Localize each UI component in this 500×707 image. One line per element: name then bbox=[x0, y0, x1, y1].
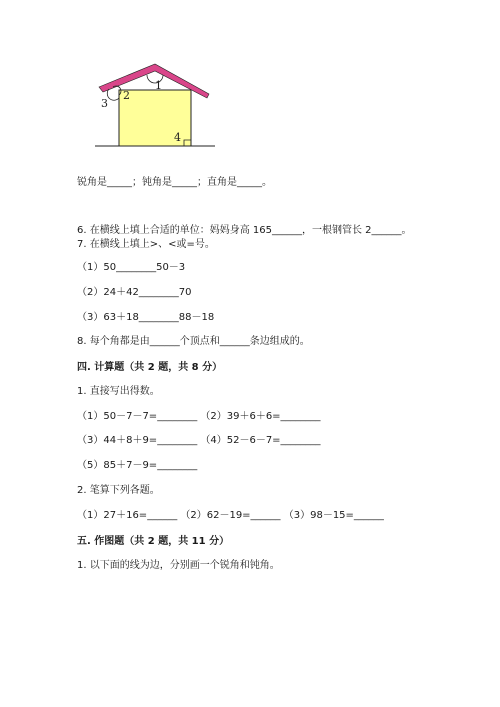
angle4-label: 4 bbox=[174, 131, 181, 144]
question-6: 6. 在横线上填上合适的单位：妈妈身高 165______，一根钢管长 2______。 bbox=[77, 225, 412, 236]
section-4-question-1: 1. 直接写出得数。 bbox=[77, 386, 160, 397]
section-5-title: 五. 作图题（共 2 题，共 11 分） bbox=[77, 536, 230, 547]
section-4-q1-row-2: （3）44＋8＋9=________ （4）52－6－7=________ bbox=[77, 435, 321, 446]
section-4-q2-row-1: （1）27＋16=______ （2）62－19=______ （3）98－15=______ bbox=[77, 510, 384, 521]
question-7-item-3: （3）63＋18________88－18 bbox=[77, 312, 215, 323]
angle3-label: 3 bbox=[101, 97, 108, 110]
angle-types-line: 锐角是_____；钝角是_____；直角是_____。 bbox=[77, 177, 272, 188]
question-7-item-1: （1）50________50－3 bbox=[77, 262, 186, 273]
angle1-label: 1 bbox=[155, 79, 162, 92]
section-5-question-1: 1. 以下面的线为边，分别画一个锐角和钝角。 bbox=[77, 560, 280, 571]
section-4-question-2: 2. 笔算下列各题。 bbox=[77, 485, 160, 496]
question-8: 8. 每个角都是由______个顶点和______条边组成的。 bbox=[77, 336, 310, 347]
angle2-label: 2 bbox=[123, 89, 130, 102]
question-7: 7. 在横线上填上>、<或=号。 bbox=[77, 239, 215, 250]
section-4-q1-row-1: （1）50－7－7=________ （2）39＋6＋6=________ bbox=[77, 411, 321, 422]
question-7-item-2: （2）24＋42________70 bbox=[77, 287, 192, 298]
angle3-arc bbox=[107, 89, 119, 100]
house-angle-figure bbox=[95, 62, 215, 152]
section-4-title: 四. 计算题（共 2 题，共 8 分） bbox=[77, 362, 223, 373]
section-4-q1-row-3: （5）85＋7－9=________ bbox=[77, 460, 198, 471]
